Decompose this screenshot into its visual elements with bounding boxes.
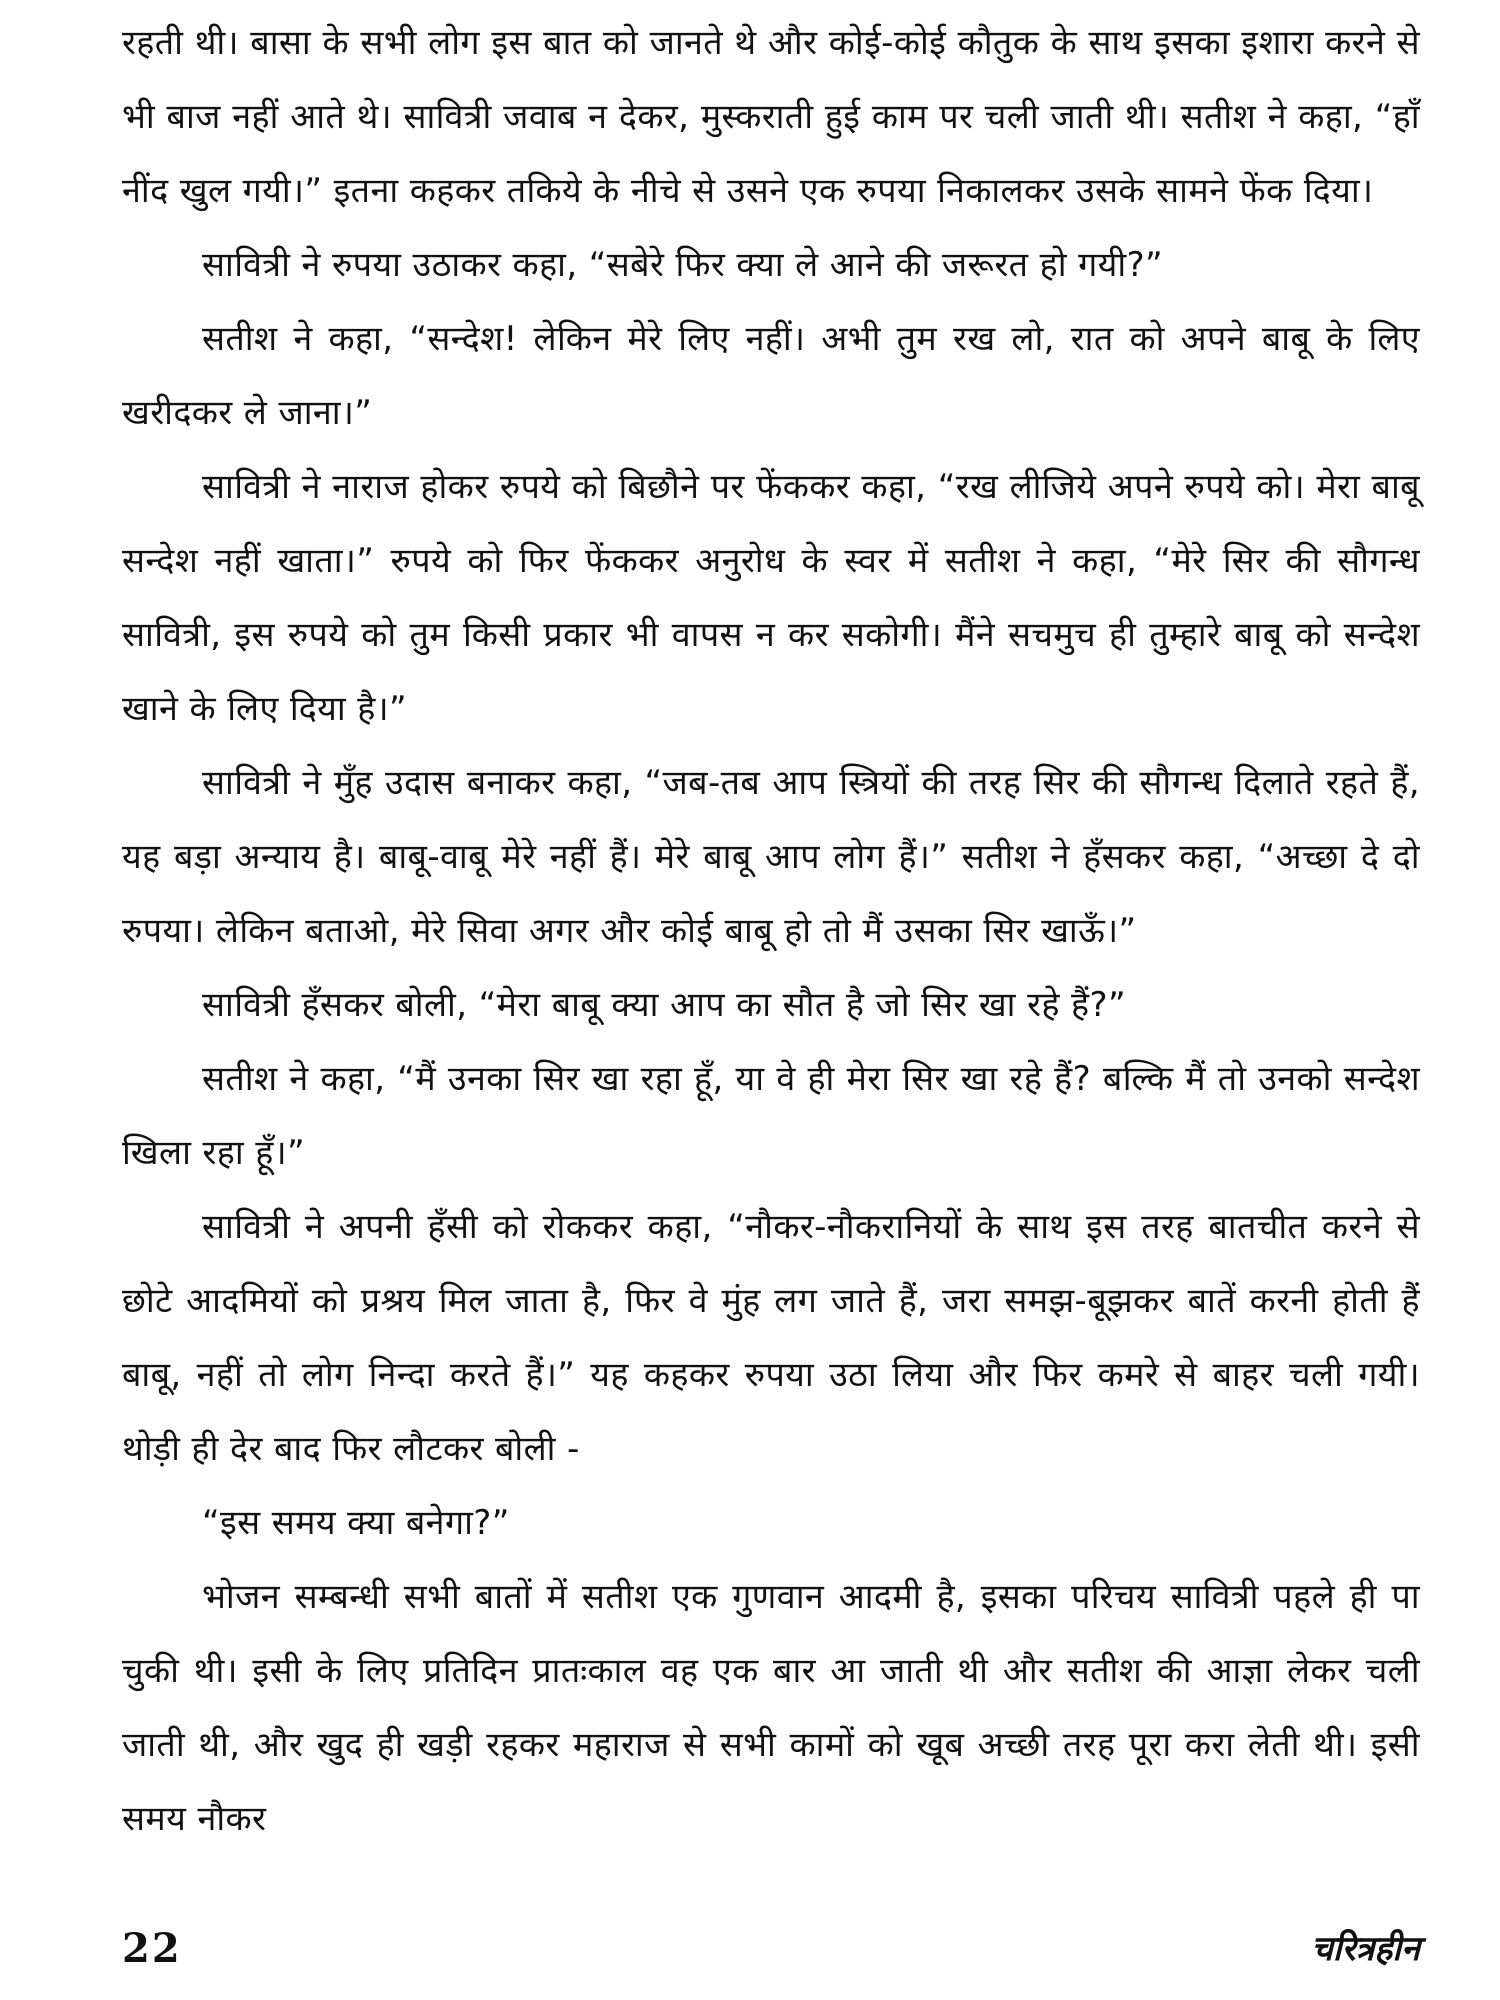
paragraph-5: सावित्री ने मुँह उदास बनाकर कहा, “जब-तब आप स्त्रियों की तरह सिर की सौगन्ध दिलाते रहते हैं, यह बड़ा अन्याय है। बाबू-वाबू मेरे नहीं हैं। मेरे बाबू आप लोग हैं।” सतीश ने हँसकर कहा, “अच्छा दे दो रुपया। लेकिन बताओ, मेरे सिवा अगर और कोई बाबू हो तो मैं उसका सिर खाऊँ।” — [122, 763, 1420, 951]
body-text — [122, 6, 1420, 1856]
paragraph-2: सावित्री ने रुपया उठाकर कहा, “सबेरे फिर क्या ले आने की जरूरत हो गयी?” — [202, 245, 1164, 285]
paragraph-10: भोजन सम्बन्धी सभी बातों में सतीश एक गुणवान आदमी है, इसका परिचय सावित्री पहले ही पा चुकी थी। इसी के लिए प्रतिदिन प्रातःकाल वह एक बार आ जाती थी और सतीश की आज्ञा लेकर चली जाती थी, और खुद ही खड़ी रहकर महाराज से सभी कामों को खूब अच्छी तरह पूरा करा लेती थी। इसी समय नौकर — [122, 1577, 1420, 1839]
paragraph-1: रहती थी। बासा के सभी लोग इस बात को जानते थे और कोई-कोई कौतुक के साथ इसका इशारा करने से भी बाज नहीं आते थे। सावित्री जवाब न देकर, मुस्कराती हुई काम पर चली जाती थी। सतीश ने कहा, “हाँ नींद खुल गयी।” इतना कहकर तकिये के नीचे से उसने एक रुपया निकालकर उसके सामने फेंक दिया। — [122, 23, 1420, 211]
paragraph-4: सावित्री ने नाराज होकर रुपये को बिछौने पर फेंककर कहा, “रख लीजिये अपने रुपये को। मेरा बाबू सन्देश नहीं खाता।” रुपये को फिर फेंककर अनुरोध के स्वर में सतीश ने कहा, “मेरे सिर की सौगन्ध सावित्री, इस रुपये को तुम किसी प्रकार भी वापस न कर सकोगी। मैंने सचमुच ही तुम्हारे बाबू को सन्देश खाने के लिए दिया है।” — [122, 467, 1420, 729]
running-title: चरित्रहीन — [1311, 1929, 1420, 1969]
paragraph-6: सावित्री हँसकर बोली, “मेरा बाबू क्या आप का सौत है जो सिर खा रहे हैं?” — [202, 985, 1126, 1025]
paragraph-7: सतीश ने कहा, “मैं उनका सिर खा रहा हूँ, या वे ही मेरा सिर खा रहे हैं? बल्कि मैं तो उनको सन्देश खिला रहा हूँ।” — [122, 1059, 1420, 1173]
page-footer — [122, 1922, 1420, 1982]
paragraph-9: “इस समय क्या बनेगा?” — [202, 1503, 510, 1543]
page-number: 22 — [122, 1925, 182, 1972]
paragraph-8: सावित्री ने अपनी हँसी को रोककर कहा, “नौकर-नौकरानियों के साथ इस तरह बातचीत करने से छोटे आदमियों को प्रश्रय मिल जाता है, फिर वे मुंह लग जाते हैं, जरा समझ-बूझकर बातें करनी होती हैं बाबू, नहीं तो लोग निन्दा करते हैं।” यह कहकर रुपया उठा लिया और फिर कमरे से बाहर चली गयी। थोड़ी ही देर बाद फिर लौटकर बोली - — [122, 1207, 1420, 1469]
paragraph-3: सतीश ने कहा, “सन्देश! लेकिन मेरे लिए नहीं। अभी तुम रख लो, रात को अपने बाबू के लिए खरीदकर ले जाना।” — [122, 319, 1420, 433]
